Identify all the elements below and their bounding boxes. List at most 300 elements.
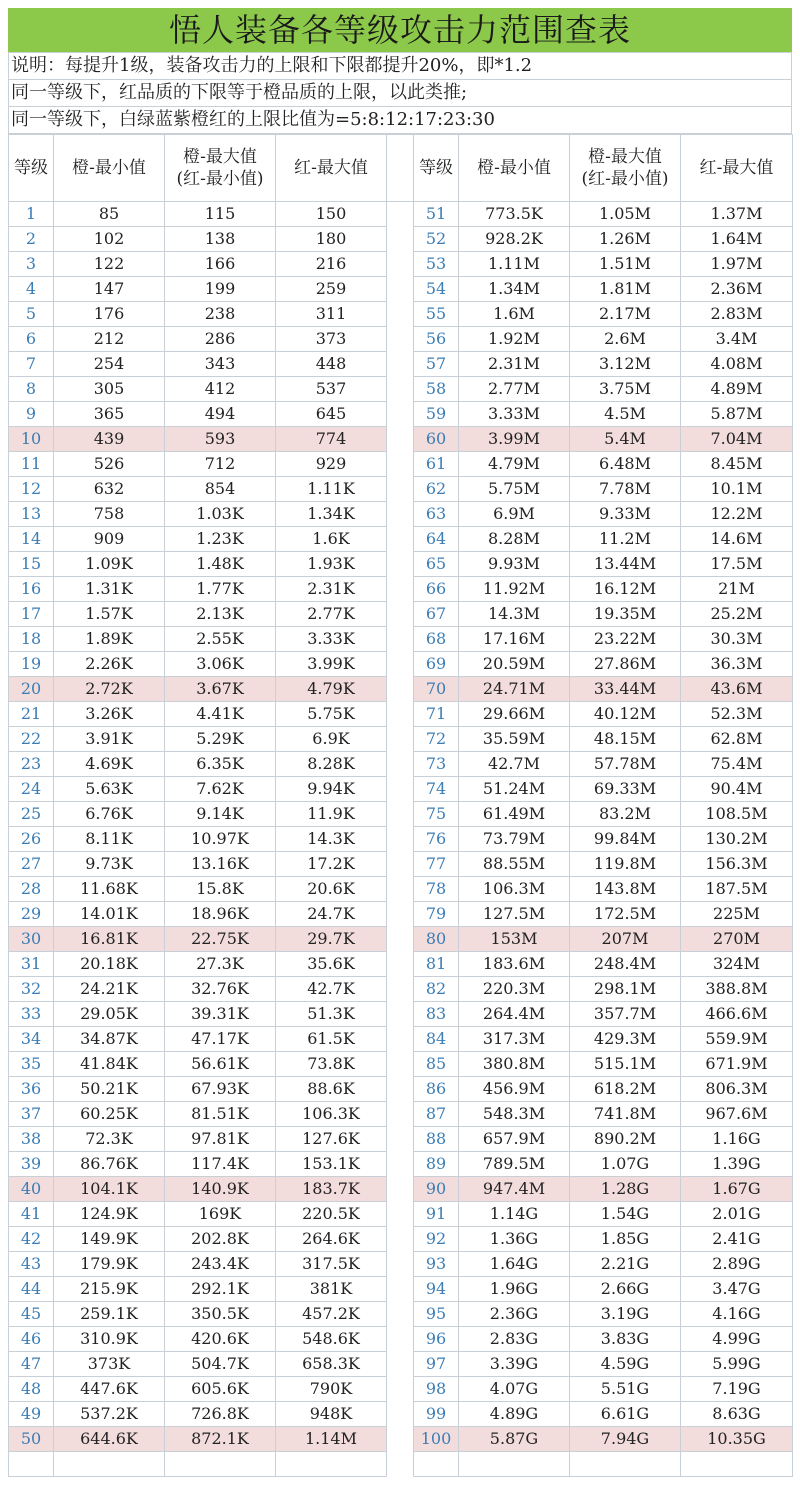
cell-red-max: 537 bbox=[276, 377, 387, 402]
cell-orange-min-2: 928.2K bbox=[459, 227, 570, 252]
cell-red-max: 317.5K bbox=[276, 1252, 387, 1277]
cell-orange-min: 9.73K bbox=[54, 852, 165, 877]
cell-orange-min: 24.21K bbox=[54, 977, 165, 1002]
cell-level-2: 67 bbox=[414, 602, 459, 627]
cell-orange-max-2: 741.8M bbox=[570, 1102, 681, 1127]
cell-orange-min-2: 153M bbox=[459, 927, 570, 952]
cell-orange-max: 3.06K bbox=[165, 652, 276, 677]
cell-red-max: 153.1K bbox=[276, 1152, 387, 1177]
column-gap bbox=[387, 1352, 414, 1377]
cell-orange-max-2: 3.19G bbox=[570, 1302, 681, 1327]
cell-orange-min-2: 1.34M bbox=[459, 277, 570, 302]
cell-orange-max: 47.17K bbox=[165, 1027, 276, 1052]
cell-orange-max: 2.13K bbox=[165, 602, 276, 627]
cell-orange-min-2: 106.3M bbox=[459, 877, 570, 902]
header-orange-max-line2: (红-最小值) bbox=[581, 169, 669, 189]
cell-red-max: 106.3K bbox=[276, 1102, 387, 1127]
cell-orange-max: 202.8K bbox=[165, 1227, 276, 1252]
table-row bbox=[9, 1402, 793, 1427]
cell-level: 37 bbox=[9, 1102, 54, 1127]
cell-level: 26 bbox=[9, 827, 54, 852]
cell-orange-min: 50.21K bbox=[54, 1077, 165, 1102]
cell-orange-max-2: 1.85G bbox=[570, 1227, 681, 1252]
cell-red-max-2: 10.35G bbox=[681, 1427, 793, 1452]
cell-red-max: 150 bbox=[276, 202, 387, 227]
cell-orange-max-2: 1.26M bbox=[570, 227, 681, 252]
column-gap bbox=[387, 1277, 414, 1302]
cell-orange-min: 644.6K bbox=[54, 1427, 165, 1452]
table-row bbox=[9, 527, 793, 552]
column-gap bbox=[387, 327, 414, 352]
cell-orange-min-2: 3.39G bbox=[459, 1352, 570, 1377]
cell-level: 18 bbox=[9, 627, 54, 652]
column-gap bbox=[387, 552, 414, 577]
cell-orange-max-2: 69.33M bbox=[570, 777, 681, 802]
cell-level: 2 bbox=[9, 227, 54, 252]
cell-orange-max-2: 119.8M bbox=[570, 852, 681, 877]
cell-orange-min: 1.89K bbox=[54, 627, 165, 652]
cell-red-max: 790K bbox=[276, 1377, 387, 1402]
table-row bbox=[9, 1227, 793, 1252]
cell-orange-min: 41.84K bbox=[54, 1052, 165, 1077]
cell-level: 38 bbox=[9, 1127, 54, 1152]
cell-orange-max: 605.6K bbox=[165, 1377, 276, 1402]
cell-orange-min: 20.18K bbox=[54, 952, 165, 977]
cell-orange-max: 593 bbox=[165, 427, 276, 452]
table-row bbox=[9, 802, 793, 827]
cell-red-max: 61.5K bbox=[276, 1027, 387, 1052]
cell-level: 21 bbox=[9, 702, 54, 727]
cell-orange-min-2: 1.96G bbox=[459, 1277, 570, 1302]
cell-red-max-2: 466.6M bbox=[681, 1002, 793, 1027]
cell-orange-min-2: 9.93M bbox=[459, 552, 570, 577]
cell-orange-max-2: 48.15M bbox=[570, 727, 681, 752]
cell-orange-min-2: 5.75M bbox=[459, 477, 570, 502]
cell-orange-max-2: 5.51G bbox=[570, 1377, 681, 1402]
cell-red-max-2: 7.04M bbox=[681, 427, 793, 452]
cell-level: 27 bbox=[9, 852, 54, 877]
cell-orange-max-2: 7.94G bbox=[570, 1427, 681, 1452]
cell-orange-min: 215.9K bbox=[54, 1277, 165, 1302]
cell-red-max-2: 12.2M bbox=[681, 502, 793, 527]
column-gap bbox=[387, 227, 414, 252]
table-row bbox=[9, 552, 793, 577]
cell-orange-max-2: 248.4M bbox=[570, 952, 681, 977]
cell-orange-max: 117.4K bbox=[165, 1152, 276, 1177]
column-gap bbox=[387, 927, 414, 952]
header-orange-max-line2: (红-最小值) bbox=[176, 169, 264, 189]
cell-orange-min: 16.81K bbox=[54, 927, 165, 952]
cell-level: 29 bbox=[9, 902, 54, 927]
column-gap bbox=[387, 1377, 414, 1402]
cell-level: 12 bbox=[9, 477, 54, 502]
cell-orange-max: 5.29K bbox=[165, 727, 276, 752]
cell-level: 14 bbox=[9, 527, 54, 552]
cell-level: 44 bbox=[9, 1277, 54, 1302]
table-row bbox=[9, 1252, 793, 1277]
cell-red-max: 1.14M bbox=[276, 1427, 387, 1452]
cell-orange-max: 4.41K bbox=[165, 702, 276, 727]
cell-orange-max: 27.3K bbox=[165, 952, 276, 977]
cell-red-max-2: 225M bbox=[681, 902, 793, 927]
cell-level: 40 bbox=[9, 1177, 54, 1202]
cell-level: 46 bbox=[9, 1327, 54, 1352]
cell-level-2: 77 bbox=[414, 852, 459, 877]
cell-orange-min-2: 1.64G bbox=[459, 1252, 570, 1277]
table-body bbox=[9, 202, 793, 1477]
cell-red-max-2: 14.6M bbox=[681, 527, 793, 552]
cell-orange-max: 166 bbox=[165, 252, 276, 277]
cell-orange-min-2: 61.49M bbox=[459, 802, 570, 827]
cell-red-max-2: 967.6M bbox=[681, 1102, 793, 1127]
cell-orange-min: 1.09K bbox=[54, 552, 165, 577]
table-row bbox=[9, 1027, 793, 1052]
cell-orange-min-2: 317.3M bbox=[459, 1027, 570, 1052]
table-row bbox=[9, 927, 793, 952]
cell-red-max-2: 324M bbox=[681, 952, 793, 977]
cell-orange-min: 909 bbox=[54, 527, 165, 552]
cell-orange-max: 504.7K bbox=[165, 1352, 276, 1377]
cell-level: 10 bbox=[9, 427, 54, 452]
cell-orange-min: 104.1K bbox=[54, 1177, 165, 1202]
cell-orange-max-2: 207M bbox=[570, 927, 681, 952]
column-gap bbox=[387, 252, 414, 277]
cell-level: 5 bbox=[9, 302, 54, 327]
column-gap bbox=[387, 677, 414, 702]
cell-orange-min-2: 4.07G bbox=[459, 1377, 570, 1402]
cell-orange-max-2: 2.21G bbox=[570, 1252, 681, 1277]
cell-level-2: 55 bbox=[414, 302, 459, 327]
table-header-row bbox=[9, 135, 793, 202]
cell-red-max-2: 1.16G bbox=[681, 1127, 793, 1152]
cell-orange-max: 13.16K bbox=[165, 852, 276, 877]
cell-orange-min-2: 1.11M bbox=[459, 252, 570, 277]
cell-orange-max: 292.1K bbox=[165, 1277, 276, 1302]
cell-red-max-2: 1.97M bbox=[681, 252, 793, 277]
cell-red-max: 11.9K bbox=[276, 802, 387, 827]
column-gap bbox=[387, 452, 414, 477]
cell-level-2: 85 bbox=[414, 1052, 459, 1077]
cell-red-max-2: 75.4M bbox=[681, 752, 793, 777]
cell-level: 3 bbox=[9, 252, 54, 277]
cell-level-2: 75 bbox=[414, 802, 459, 827]
cell-orange-max-2: 83.2M bbox=[570, 802, 681, 827]
cell-red-max-2: 5.99G bbox=[681, 1352, 793, 1377]
cell-level-2: 97 bbox=[414, 1352, 459, 1377]
cell-red-max: 311 bbox=[276, 302, 387, 327]
cell-orange-max-2: 172.5M bbox=[570, 902, 681, 927]
cell-orange-min: 305 bbox=[54, 377, 165, 402]
cell-level-2: 68 bbox=[414, 627, 459, 652]
column-gap bbox=[387, 1002, 414, 1027]
cell-orange-max: 18.96K bbox=[165, 902, 276, 927]
cell-orange-min: 632 bbox=[54, 477, 165, 502]
cell-level: 13 bbox=[9, 502, 54, 527]
cell-orange-max-2: 3.75M bbox=[570, 377, 681, 402]
cell-orange-min-2: 35.59M bbox=[459, 727, 570, 752]
cell-level-2: 76 bbox=[414, 827, 459, 852]
cell-orange-min-2: 1.6M bbox=[459, 302, 570, 327]
cell-orange-max: 97.81K bbox=[165, 1127, 276, 1152]
cell-orange-max: 238 bbox=[165, 302, 276, 327]
cell-level-2: 56 bbox=[414, 327, 459, 352]
cell-level: 39 bbox=[9, 1152, 54, 1177]
table-row bbox=[9, 902, 793, 927]
cell-red-max-2: 30.3M bbox=[681, 627, 793, 652]
cell-level: 20 bbox=[9, 677, 54, 702]
cell-red-max: 3.99K bbox=[276, 652, 387, 677]
cell-red-max-2: 5.87M bbox=[681, 402, 793, 427]
cell-orange-max: 420.6K bbox=[165, 1327, 276, 1352]
cell-orange-max: 712 bbox=[165, 452, 276, 477]
cell-orange-min-2: 220.3M bbox=[459, 977, 570, 1002]
cell-orange-max: 872.1K bbox=[165, 1427, 276, 1452]
header-orange-max-2 bbox=[570, 135, 681, 202]
cell-orange-max-2: 7.78M bbox=[570, 477, 681, 502]
note-line-3: 同一等级下，白绿蓝紫橙红的上限比值为=5:8:12:17:23:30 bbox=[8, 107, 792, 134]
cell-orange-max: 169K bbox=[165, 1202, 276, 1227]
cell-orange-min: 3.91K bbox=[54, 727, 165, 752]
cell-level-2: 89 bbox=[414, 1152, 459, 1177]
cell-red-max-2: 270M bbox=[681, 927, 793, 952]
cell-level: 33 bbox=[9, 1002, 54, 1027]
cell-orange-min: 60.25K bbox=[54, 1102, 165, 1127]
cell-orange-min-2: 789.5M bbox=[459, 1152, 570, 1177]
cell-orange-min: 86.76K bbox=[54, 1152, 165, 1177]
cell-orange-max-2: 1.81M bbox=[570, 277, 681, 302]
cell-red-max: 259 bbox=[276, 277, 387, 302]
cell-red-max-2: 2.83M bbox=[681, 302, 793, 327]
cell-level: 49 bbox=[9, 1402, 54, 1427]
column-gap bbox=[387, 135, 414, 202]
cell-red-max: 1.11K bbox=[276, 477, 387, 502]
cell-orange-min-2: 127.5M bbox=[459, 902, 570, 927]
cell-level: 22 bbox=[9, 727, 54, 752]
column-gap bbox=[387, 652, 414, 677]
cell-orange-max: 10.97K bbox=[165, 827, 276, 852]
cell-orange-max-2: 3.83G bbox=[570, 1327, 681, 1352]
cell-level: 42 bbox=[9, 1227, 54, 1252]
cell-red-max-2: 8.63G bbox=[681, 1402, 793, 1427]
cell-orange-max: 22.75K bbox=[165, 927, 276, 952]
cell-red-max-2: 52.3M bbox=[681, 702, 793, 727]
table-row bbox=[9, 327, 793, 352]
cell-red-max-2: 1.64M bbox=[681, 227, 793, 252]
table-row bbox=[9, 1102, 793, 1127]
cell-orange-min: 1.57K bbox=[54, 602, 165, 627]
cell-red-max: 14.3K bbox=[276, 827, 387, 852]
cell-orange-max-2: 2.6M bbox=[570, 327, 681, 352]
table-row bbox=[9, 827, 793, 852]
table-row bbox=[9, 577, 793, 602]
cell-level-2: 58 bbox=[414, 377, 459, 402]
table-row bbox=[9, 1152, 793, 1177]
cell-level-2: 100 bbox=[414, 1427, 459, 1452]
table-row bbox=[9, 227, 793, 252]
cell-orange-max: 412 bbox=[165, 377, 276, 402]
cell-level-2: 93 bbox=[414, 1252, 459, 1277]
cell-level-2: 72 bbox=[414, 727, 459, 752]
cell-red-max: 1.93K bbox=[276, 552, 387, 577]
cell-red-max-2: 2.41G bbox=[681, 1227, 793, 1252]
cell-orange-max-2: 4.5M bbox=[570, 402, 681, 427]
cell-red-max-2: 8.45M bbox=[681, 452, 793, 477]
cell-orange-min-2: 2.36G bbox=[459, 1302, 570, 1327]
table-row bbox=[9, 1302, 793, 1327]
cell-red-max: 373 bbox=[276, 327, 387, 352]
cell-red-max-2: 1.67G bbox=[681, 1177, 793, 1202]
cell-orange-max: 243.4K bbox=[165, 1252, 276, 1277]
column-gap bbox=[387, 1177, 414, 1202]
header-red-max: 红-最大值 bbox=[276, 135, 387, 202]
cell-red-max-2: 2.36M bbox=[681, 277, 793, 302]
cell-orange-max-2: 4.59G bbox=[570, 1352, 681, 1377]
cell-red-max: 2.77K bbox=[276, 602, 387, 627]
cell-orange-min-2: 17.16M bbox=[459, 627, 570, 652]
cell-level-2: 87 bbox=[414, 1102, 459, 1127]
table-row bbox=[9, 1077, 793, 1102]
cell-orange-max-2: 298.1M bbox=[570, 977, 681, 1002]
column-gap bbox=[387, 952, 414, 977]
empty-cell bbox=[276, 1452, 387, 1477]
cell-red-max: 24.7K bbox=[276, 902, 387, 927]
header-orange-max-line1: 橙-最大值 bbox=[183, 147, 257, 167]
cell-level: 19 bbox=[9, 652, 54, 677]
cell-red-max-2: 130.2M bbox=[681, 827, 793, 852]
table-row bbox=[9, 727, 793, 752]
cell-red-max-2: 17.5M bbox=[681, 552, 793, 577]
column-gap bbox=[387, 302, 414, 327]
column-gap bbox=[387, 1027, 414, 1052]
cell-red-max: 35.6K bbox=[276, 952, 387, 977]
cell-orange-min-2: 42.7M bbox=[459, 752, 570, 777]
cell-red-max: 42.7K bbox=[276, 977, 387, 1002]
cell-orange-min: 72.3K bbox=[54, 1127, 165, 1152]
cell-orange-min-2: 2.83G bbox=[459, 1327, 570, 1352]
cell-red-max-2: 21M bbox=[681, 577, 793, 602]
cell-orange-min: 147 bbox=[54, 277, 165, 302]
table-row bbox=[9, 752, 793, 777]
cell-level: 1 bbox=[9, 202, 54, 227]
cell-orange-max: 2.55K bbox=[165, 627, 276, 652]
cell-orange-max: 140.9K bbox=[165, 1177, 276, 1202]
cell-red-max: 216 bbox=[276, 252, 387, 277]
cell-orange-max-2: 1.54G bbox=[570, 1202, 681, 1227]
header-red-max-2: 红-最大值 bbox=[681, 135, 793, 202]
cell-red-max: 381K bbox=[276, 1277, 387, 1302]
table-row bbox=[9, 452, 793, 477]
cell-orange-min-2: 4.79M bbox=[459, 452, 570, 477]
cell-level-2: 79 bbox=[414, 902, 459, 927]
cell-orange-min-2: 88.55M bbox=[459, 852, 570, 877]
table-row bbox=[9, 1327, 793, 1352]
column-gap bbox=[387, 1052, 414, 1077]
cell-orange-max-2: 3.12M bbox=[570, 352, 681, 377]
cell-level-2: 54 bbox=[414, 277, 459, 302]
cell-red-max-2: 4.08M bbox=[681, 352, 793, 377]
cell-red-max-2: 108.5M bbox=[681, 802, 793, 827]
header-level: 等级 bbox=[9, 135, 54, 202]
header-orange-max bbox=[165, 135, 276, 202]
cell-level: 36 bbox=[9, 1077, 54, 1102]
cell-orange-min-2: 264.4M bbox=[459, 1002, 570, 1027]
cell-red-max: 4.79K bbox=[276, 677, 387, 702]
cell-level-2: 66 bbox=[414, 577, 459, 602]
cell-level: 30 bbox=[9, 927, 54, 952]
empty-row bbox=[9, 1452, 793, 1477]
cell-orange-min: 34.87K bbox=[54, 1027, 165, 1052]
cell-orange-max-2: 40.12M bbox=[570, 702, 681, 727]
cell-orange-max: 350.5K bbox=[165, 1302, 276, 1327]
cell-level-2: 99 bbox=[414, 1402, 459, 1427]
cell-orange-min: 259.1K bbox=[54, 1302, 165, 1327]
cell-orange-max: 115 bbox=[165, 202, 276, 227]
column-gap bbox=[387, 527, 414, 552]
cell-orange-min: 365 bbox=[54, 402, 165, 427]
cell-red-max-2: 36.3M bbox=[681, 652, 793, 677]
cell-orange-max-2: 618.2M bbox=[570, 1077, 681, 1102]
column-gap bbox=[387, 1227, 414, 1252]
cell-orange-max-2: 515.1M bbox=[570, 1052, 681, 1077]
cell-orange-min: 758 bbox=[54, 502, 165, 527]
table-row bbox=[9, 202, 793, 227]
header-orange-min: 橙-最小值 bbox=[54, 135, 165, 202]
column-gap bbox=[387, 1202, 414, 1227]
column-gap bbox=[387, 1402, 414, 1427]
cell-orange-min: 447.6K bbox=[54, 1377, 165, 1402]
column-gap bbox=[387, 502, 414, 527]
cell-orange-min-2: 24.71M bbox=[459, 677, 570, 702]
cell-orange-min-2: 6.9M bbox=[459, 502, 570, 527]
cell-orange-max: 1.48K bbox=[165, 552, 276, 577]
cell-red-max: 645 bbox=[276, 402, 387, 427]
cell-orange-min: 5.63K bbox=[54, 777, 165, 802]
column-gap bbox=[387, 777, 414, 802]
cell-orange-max-2: 5.4M bbox=[570, 427, 681, 452]
cell-red-max: 3.33K bbox=[276, 627, 387, 652]
table-row bbox=[9, 302, 793, 327]
cell-level-2: 96 bbox=[414, 1327, 459, 1352]
table-row bbox=[9, 777, 793, 802]
cell-level: 8 bbox=[9, 377, 54, 402]
cell-level-2: 86 bbox=[414, 1077, 459, 1102]
cell-level-2: 65 bbox=[414, 552, 459, 577]
cell-level: 15 bbox=[9, 552, 54, 577]
cell-orange-min-2: 1.14G bbox=[459, 1202, 570, 1227]
cell-orange-max-2: 9.33M bbox=[570, 502, 681, 527]
cell-orange-max: 1.77K bbox=[165, 577, 276, 602]
cell-orange-max: 9.14K bbox=[165, 802, 276, 827]
cell-orange-max-2: 16.12M bbox=[570, 577, 681, 602]
table-row bbox=[9, 1052, 793, 1077]
cell-red-max: 1.6K bbox=[276, 527, 387, 552]
column-gap bbox=[387, 877, 414, 902]
cell-orange-max-2: 1.51M bbox=[570, 252, 681, 277]
cell-orange-max: 6.35K bbox=[165, 752, 276, 777]
note-line-2: 同一等级下，红品质的下限等于橙品质的上限，以此类推; bbox=[8, 80, 792, 107]
cell-level: 34 bbox=[9, 1027, 54, 1052]
cell-orange-max: 726.8K bbox=[165, 1402, 276, 1427]
cell-red-max: 457.2K bbox=[276, 1302, 387, 1327]
cell-orange-max-2: 57.78M bbox=[570, 752, 681, 777]
cell-red-max-2: 4.16G bbox=[681, 1302, 793, 1327]
cell-orange-max-2: 1.07G bbox=[570, 1152, 681, 1177]
column-gap bbox=[387, 377, 414, 402]
column-gap bbox=[387, 827, 414, 852]
cell-orange-max: 854 bbox=[165, 477, 276, 502]
cell-orange-min: 179.9K bbox=[54, 1252, 165, 1277]
table-row bbox=[9, 652, 793, 677]
